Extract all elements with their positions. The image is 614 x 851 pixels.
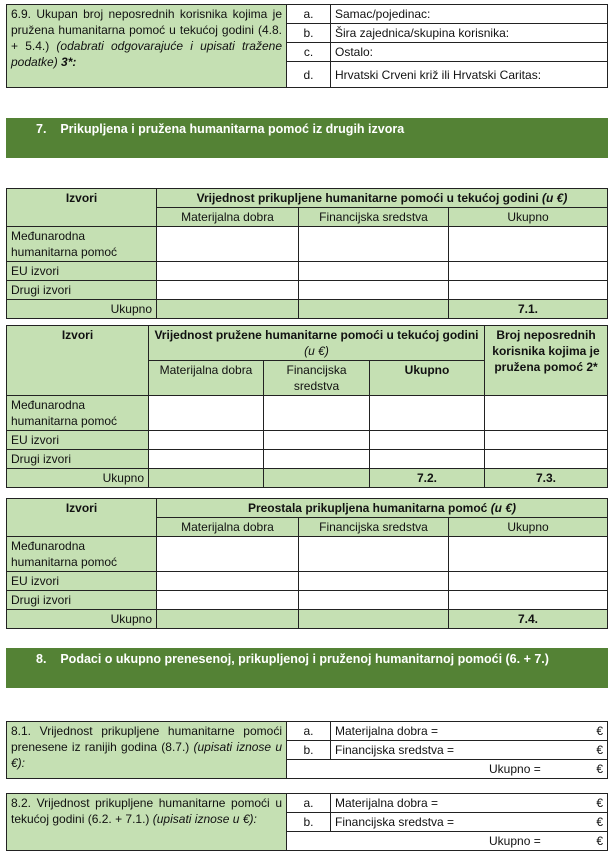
euro-sign: € [596,762,603,776]
q82-label: Materijalna dobra = [335,796,439,810]
currency-unit: (u €) [304,344,329,358]
row-international: Međunarodna humanitarna pomoć [7,396,149,431]
group-header-text: Vrijednost pružene humanitarne pomoći u tekućoj godini [154,328,479,342]
input-cell[interactable] [149,450,264,469]
q69-option-label[interactable]: Hrvatski Crveni križ ili Hrvatski Caritas: [331,62,608,88]
input-cell[interactable] [149,431,264,450]
input-cell[interactable] [485,396,608,431]
q69-option-label[interactable]: Samac/pojedinac: [331,5,608,24]
input-cell[interactable] [264,431,370,450]
col-material: Materijalna dobra [149,361,264,396]
q69-option-letter: c. [287,43,331,62]
col-total: Ukupno [449,518,608,537]
input-cell[interactable] [157,262,299,281]
input-cell[interactable] [299,227,449,262]
row-total: Ukupno [7,469,149,488]
q81-total-label: Ukupno = [489,762,541,776]
row-eu: EU izvori [7,572,157,591]
section-7-title: Prikupljena i pružena humanitarna pomoć iz drugih izvora [60,122,405,136]
q69-option-letter: d. [287,62,331,88]
total-cell [264,469,370,488]
input-cell[interactable] [449,591,608,610]
group-header [157,189,608,208]
q81-text: Vrijednost prikupljene humanitarne pomoći prenesene iz ranijih godina (8.7.) [11,724,282,754]
q81-label: Financijska sredstva = [335,743,455,757]
input-cell[interactable] [264,450,370,469]
col-material: Materijalna dobra [157,208,299,227]
q82-value[interactable] [331,813,608,832]
input-cell[interactable] [449,537,608,572]
beneficiaries-code: 7.3. [485,469,608,488]
input-cell[interactable] [370,396,485,431]
section-7-number: 7. [36,122,47,136]
beneficiaries-header: Broj neposrednih korisnika kojima je pružena pomoć 2* [485,326,608,396]
input-cell[interactable] [157,281,299,300]
sources-header: Izvori [7,499,157,537]
q82-total-label: Ukupno = [489,834,541,848]
euro-sign: € [596,834,603,848]
input-cell[interactable] [157,227,299,262]
q82-letter: b. [287,813,331,832]
input-cell[interactable] [149,396,264,431]
q69-instruction: (odabrati odgovarajuće i upisati tražene podatke) [11,39,282,69]
row-total: Ukupno [7,610,157,629]
q82-total[interactable] [287,832,608,851]
input-cell[interactable] [264,396,370,431]
row-international: Međunarodna humanitarna pomoć [7,537,157,572]
input-cell[interactable] [449,281,608,300]
section-8-number: 8. [36,652,47,666]
row-other: Drugi izvori [7,591,157,610]
q69-option-letter: a. [287,5,331,24]
provided-aid-table [6,325,608,488]
col-total: Ukupno [449,208,608,227]
q81-instruction: (upisati iznose u €): [11,740,282,770]
q81-question [7,722,287,779]
q82-number: 8.2. [11,796,32,810]
input-cell[interactable] [157,572,299,591]
group-header [157,499,608,518]
q82-value[interactable] [331,794,608,813]
input-cell[interactable] [299,572,449,591]
input-cell[interactable] [449,227,608,262]
total-code: 7.1. [449,300,608,319]
input-cell[interactable] [157,537,299,572]
total-cell [157,300,299,319]
q82-letter: a. [287,794,331,813]
q81-total[interactable] [287,760,608,779]
row-eu: EU izvori [7,262,157,281]
row-eu: EU izvori [7,431,149,450]
col-financial: Financijska sredstva [299,208,449,227]
euro-sign: € [596,724,603,738]
total-cell [149,469,264,488]
input-cell[interactable] [449,262,608,281]
section-8-title: Podaci o ukupno prenesenoj, prikupljenoj i pruženoj humanitarnoj pomoći (6. + 7.) [60,652,549,666]
total-code: 7.2. [370,469,485,488]
q81-value[interactable] [331,741,608,760]
input-cell[interactable] [370,450,485,469]
col-financial: Financijska sredstva [264,361,370,396]
q82-label: Financijska sredstva = [335,815,455,829]
q81-value[interactable] [331,722,608,741]
q69-option-label[interactable]: Šira zajednica/skupina korisnika: [331,24,608,43]
q69-text: Ukupan broj neposrednih korisnika kojima je pružena humanitarna pomoć u tekućoj godini (4.8. + 5.4.) [11,7,282,53]
input-cell[interactable] [157,591,299,610]
input-cell[interactable] [485,431,608,450]
remaining-aid-table [6,498,608,629]
row-other: Drugi izvori [7,281,157,300]
section-7-header [6,118,608,158]
row-other: Drugi izvori [7,450,149,469]
group-header-text: Vrijednost prikupljene humanitarne pomoći u tekućoj godini [196,191,539,205]
input-cell[interactable] [299,591,449,610]
input-cell[interactable] [299,281,449,300]
row-international: Međunarodna humanitarna pomoć [7,227,157,262]
q69-table [6,4,608,88]
input-cell[interactable] [370,431,485,450]
euro-sign: € [596,796,603,810]
q81-table [6,721,608,779]
q69-number: 6.9. [11,7,32,21]
input-cell[interactable] [299,537,449,572]
group-header [149,326,485,361]
col-material: Materijalna dobra [157,518,299,537]
total-cell [157,610,299,629]
euro-sign: € [596,743,603,757]
col-total: Ukupno [370,361,485,396]
col-financial: Financijska sredstva [299,518,449,537]
q82-table [6,793,608,851]
input-cell[interactable] [299,262,449,281]
input-cell[interactable] [449,572,608,591]
q69-option-letter: b. [287,24,331,43]
currency-unit: (u €) [542,191,568,205]
q82-text: Vrijednost prikupljene humanitarne pomoći u tekućoj godini (6.2. + 7.1.) [11,796,282,826]
input-cell[interactable] [485,450,608,469]
q81-label: Materijalna dobra = [335,724,439,738]
row-total: Ukupno [7,300,157,319]
q81-letter: b. [287,741,331,760]
q81-number: 8.1. [11,724,32,738]
collected-aid-table [6,188,608,319]
total-cell [299,300,449,319]
q81-letter: a. [287,722,331,741]
total-cell [299,610,449,629]
total-code: 7.4. [449,610,608,629]
sources-header: Izvori [7,189,157,227]
group-header-text: Preostala prikupljena humanitarna pomoć [247,501,488,515]
q69-mark: 3*: [61,55,77,69]
q82-instruction: (upisati iznose u €): [152,812,257,826]
q69-option-label[interactable]: Ostalo: [331,43,608,62]
section-8-header [6,648,608,688]
currency-unit: (u €) [490,501,517,515]
q82-question [7,794,287,851]
euro-sign: € [596,815,603,829]
q69-question [7,5,287,88]
sources-header: Izvori [7,326,149,396]
